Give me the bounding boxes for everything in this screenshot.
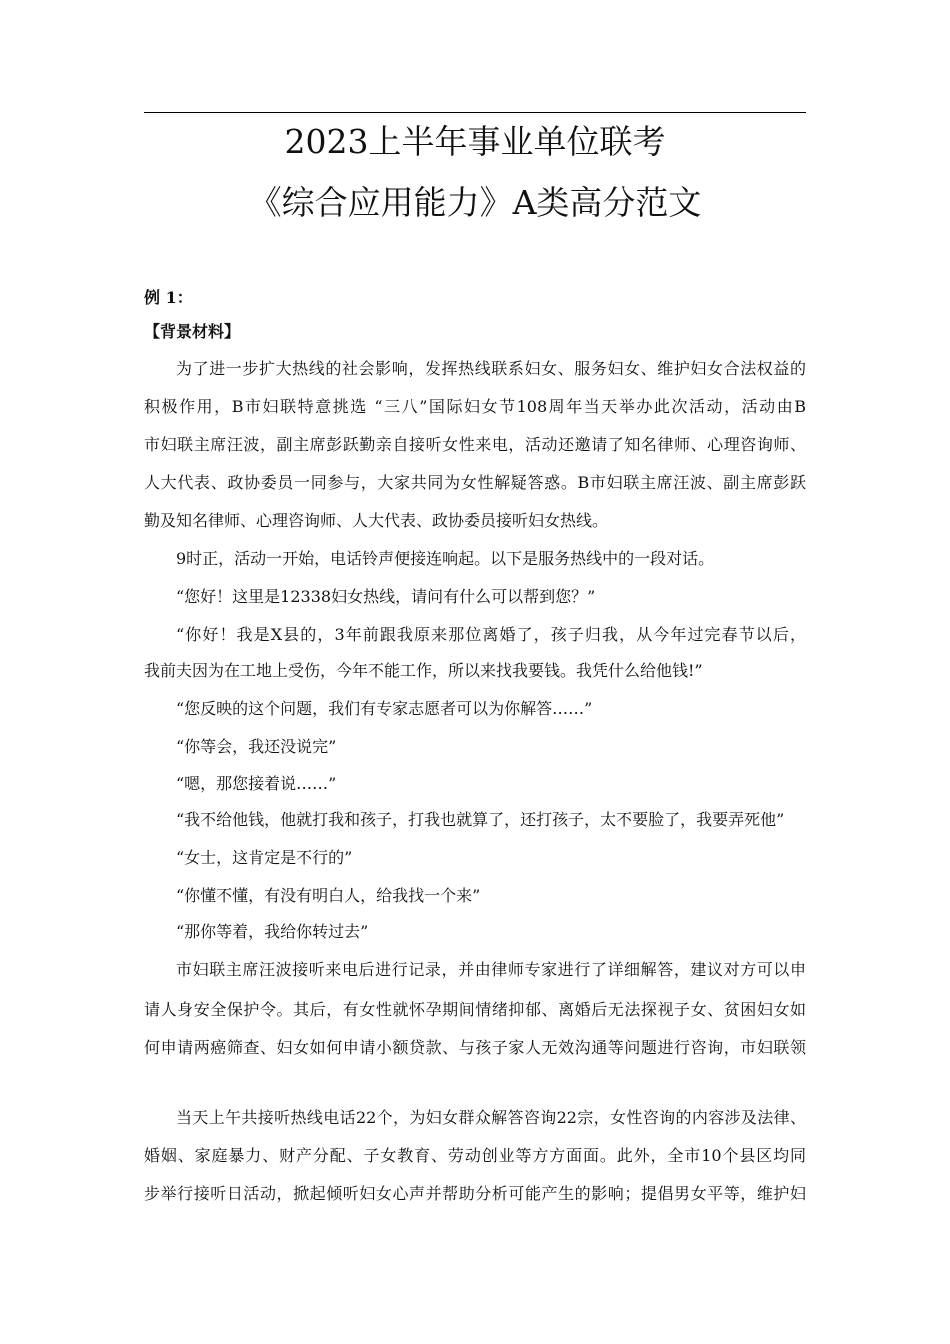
paragraph-4-line-1: 当天上午共接听热线电话22个，为妇女群众解答咨询22宗，女性咨询的内容涉及法律、 [176,1108,806,1127]
dialogue-line-2a: “你好！我是X县的，3年前跟我原来那位离婚了，孩子归我，从今年过完春节以后， [176,625,806,644]
dialogue-line-5: “嗯，那您接着说……” [176,774,337,793]
dialogue-line-6: “我不给他钱，他就打我和孩子，打我也就算了，还打孩子，太不要脸了，我要弄死他” [176,810,785,829]
dialogue-line-9: “那你等着，我给你转过去” [176,922,369,941]
header-rule [144,112,806,113]
paragraph-3-line-3: 何申请两癌筛查、妇女如何申请小额贷款、与孩子家人无效沟通等问题进行咨询，市妇联领 [144,1038,806,1057]
paragraph-4-line-3: 步举行接听日活动，掀起倾听妇女心声并帮助分析可能产生的影响；提倡男女平等，维护妇 [144,1184,806,1203]
paragraph-3-line-2: 请人身安全保护令。其后，有女性就怀孕期间情绪抑郁、离婚后无法探视子女、贫困妇女如 [144,1000,806,1019]
document-title-line-1: 2023上半年事业单位联考 [284,122,666,161]
section-label: 【背景材料】 [144,322,241,341]
dialogue-line-7: “女士，这肯定是不行的” [176,848,353,867]
paragraph-1-line-1: 为了进一步扩大热线的社会影响，发挥热线联系妇女、服务妇女、维护妇女合法权益的 [176,359,806,378]
dialogue-line-1: “您好！这里是12338妇女热线，请问有什么可以帮到您？” [176,587,596,606]
paragraph-1-line-2: 积极作用，B市妇联特意挑选 “三八”国际妇女节108周年当天举办此次活动，活动由B [144,397,806,416]
paragraph-4-line-2: 婚姻、家庭暴力、财产分配、子女教育、劳动创业等方方面面。此外，全市10个县区均同 [144,1146,806,1165]
example-label: 例 1： [144,288,193,307]
dialogue-line-8: “你懂不懂，有没有明白人，给我找一个来” [176,886,481,905]
paragraph-1-line-4: 人大代表、政协委员一同参与，大家共同为女性解疑答惑。B市妇联主席汪波、副主席彭跃 [144,473,806,492]
paragraph-3-line-1: 市妇联主席汪波接听来电后进行记录，并由律师专家进行了详细解答，建议对方可以申 [176,960,806,979]
dialogue-line-4: “你等会，我还没说完” [176,737,337,756]
paragraph-1-line-3: 市妇联主席汪波，副主席彭跃勤亲自接听女性来电，活动还邀请了知名律师、心理咨询师、 [144,435,806,454]
dialogue-line-2b: 我前夫因为在工地上受伤，今年不能工作，所以来找我要钱。我凭什么给他钱!” [144,661,703,680]
dialogue-line-3: “您反映的这个问题，我们有专家志愿者可以为你解答……” [176,699,593,718]
document-title-line-2: 《综合应用能力》A类高分范文 [248,183,702,222]
paragraph-1-line-5: 勤及知名律师、心理咨询师、人大代表、政协委员接听妇女热线。 [144,511,609,530]
paragraph-2: 9时正，活动一开始，电话铃声便接连响起。以下是服务热线中的一段对话。 [176,549,715,568]
